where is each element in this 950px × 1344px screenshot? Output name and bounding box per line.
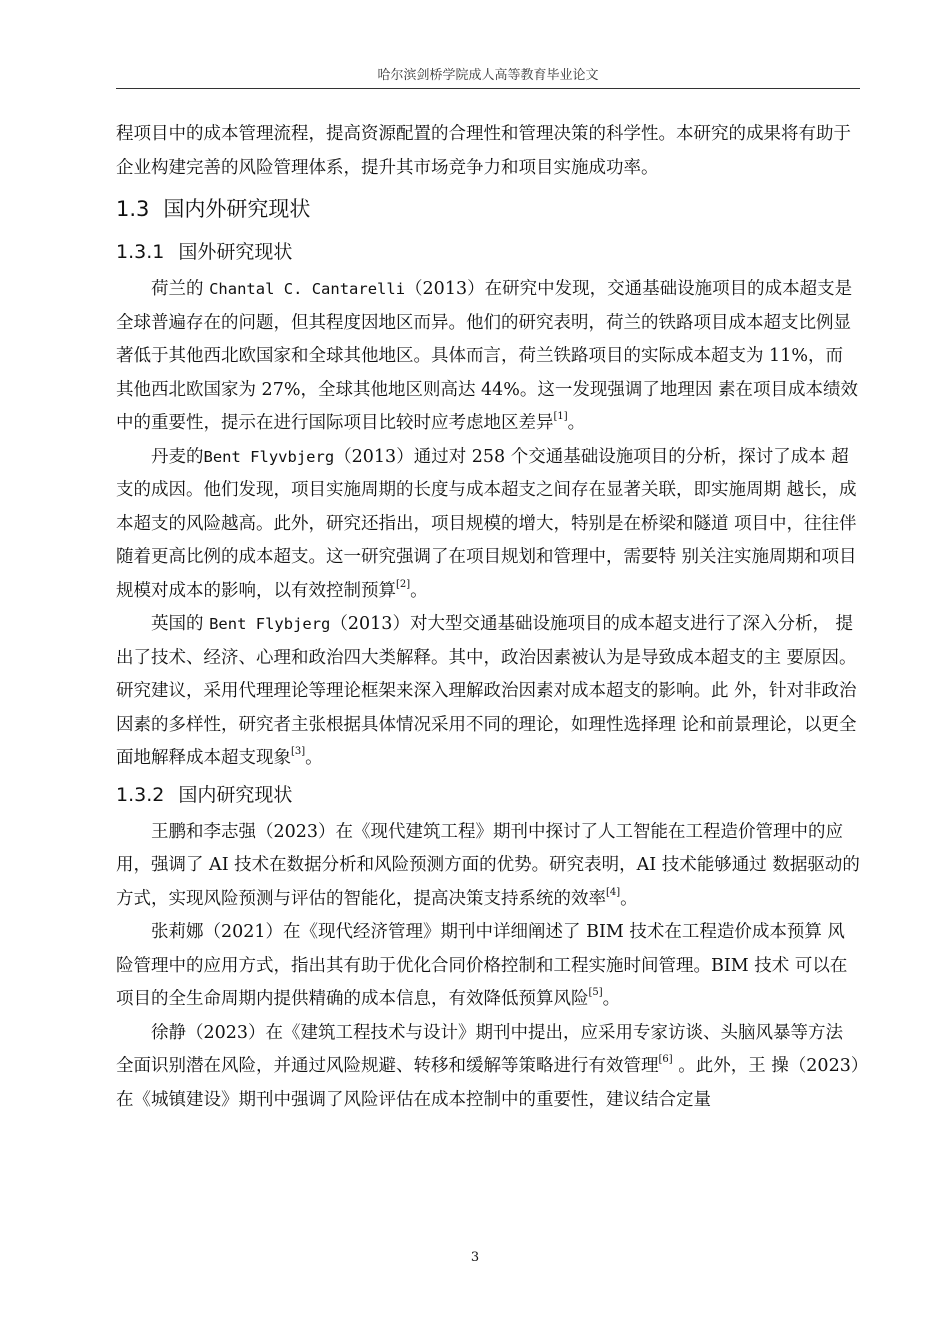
citation-ref: [6] [658, 1054, 673, 1066]
section-title: 国内外研究现状 [163, 197, 311, 221]
citation-ref: [4] [606, 886, 621, 898]
text-run: 。 [410, 580, 428, 601]
author-name: Bent Flybjerg [209, 615, 331, 633]
paragraph-wang-li [116, 816, 860, 917]
text-run: 。 [620, 888, 638, 909]
text-run: 丹麦的 [151, 446, 204, 467]
paragraph-xu-wang [116, 1017, 860, 1118]
paragraph-zhang [116, 916, 860, 1017]
citation-ref: [3] [291, 746, 306, 758]
text-run: 英国的 [151, 614, 210, 634]
text-run: 荷兰的 [151, 279, 210, 299]
author-name: Chantal C. Cantarelli [209, 280, 406, 298]
citation-ref: [5] [588, 987, 603, 999]
paragraph-flybjerg [116, 608, 860, 776]
text-run: 。 [567, 413, 586, 433]
text-run: 。 [602, 989, 621, 1009]
subsection-number: 1.3.1 [116, 241, 165, 263]
paragraph-flyvbjerg [116, 441, 860, 609]
text-run: （2013）对大型交通基础设施项目的成本超支进行了深入分析， 提出了技术、经济、心理和政治四大类解释。其中，政治因素被认为是导致成本超支的主 要原因。研究建议，采用代理理论等理论框架来深入理解政治因素对成本超支的影响。此 外，针对非政治因素的多样性，研究者主张根据具体情况采用不同的理论，如理性选择理 论和前景理论，以更全面地解释成本超支现象 [116, 614, 857, 768]
section-heading-1-3-1 [116, 235, 860, 269]
text-run: 王鹏和李志强（2023）在《现代建筑工程》期刊中探讨了人工智能在工程造价管理中的应用，强调了 AI 技术在数据分析和风险预测方面的优势。研究表明，AI 技术能够通过 数据驱动的方式，实现风险预测与评估的智能化，提高决策支持系统的效率 [116, 821, 860, 909]
subsection-number: 1.3.2 [116, 783, 165, 806]
text-run: （2013）在研究中发现，交通基础设施项目的成本超支是全球普遍存在的问题，但其程度因地区而异。他们的研究表明，荷兰的铁路项目成本超支比例显著低于其他西北欧国家和全球其他地区。具体而言，荷兰铁路项目的实际成本超支为 11%，而其他西北欧国家为 27%，全球其他地区则高达 44%。这一发现强调了地理因 素在项目成本绩效中的重要性，提示在进行国际项目比较时应考虑地区差异 [116, 279, 858, 433]
subsection-title: 国外研究现状 [178, 241, 293, 263]
section-number: 1.3 [116, 197, 150, 221]
document-body [116, 118, 860, 1117]
subsection-title: 国内研究现状 [178, 783, 293, 806]
text-run: （2013）通过对 258 个交通基础设施项目的分析，探讨了成本 超支的成因。他们发现，项目实施周期的长度与成本超支之间存在显著关联，即实施周期 越长，成本超支的风险越高。此外，研究还指出，项目规模的增大，特别是在桥梁和隧道 项目中，往往伴随着更高比例的成本超支。这一研究强调了在项目规划和管理中，需要特 别关注实施周期和项目规模对成本的影响，以有效控制预算 [116, 446, 857, 601]
citation-ref: [2] [396, 578, 411, 590]
paragraph-cantarelli [116, 273, 860, 441]
page-header: 哈尔滨剑桥学院成人高等教育毕业论文 [377, 68, 599, 83]
section-heading-1-3-2 [116, 778, 860, 812]
page-number: 3 [470, 1250, 480, 1265]
text-run: 徐静（2023）在《建筑工程技术与设计》期刊中提出，应采用专家访谈、头脑风暴等方法全面识别潜在风险，并通过风险规避、转移和缓解等策略进行有效管理 [116, 1022, 844, 1076]
section-heading-1-3 [116, 191, 860, 227]
text-run: 。 [305, 748, 323, 768]
header-rule [116, 88, 860, 89]
intro-paragraph: 程项目中的成本管理流程，提高资源配置的合理性和管理决策的科学性。本研究的成果将有助于企业构建完善的风险管理体系，提升其市场竞争力和项目实施成功率。 [116, 124, 851, 178]
text-run: 。此外，王 操（2023）在《城镇建设》期刊中强调了风险评估在成本控制中的重要性，建议结合定量 [116, 1056, 860, 1110]
citation-ref: [1] [553, 411, 568, 423]
text-run: 张莉娜（2021）在《现代经济管理》期刊中详细阐述了 BIM 技术在工程造价成本预算 风险管理中的应用方式，指出其有助于优化合同价格控制和工程实施时间管理。BIM 技术 可以在项目的全生命周期内提供精确的成本信息，有效降低预算风险 [116, 922, 848, 1009]
author-name: Bent Flyvbjerg [203, 447, 335, 466]
